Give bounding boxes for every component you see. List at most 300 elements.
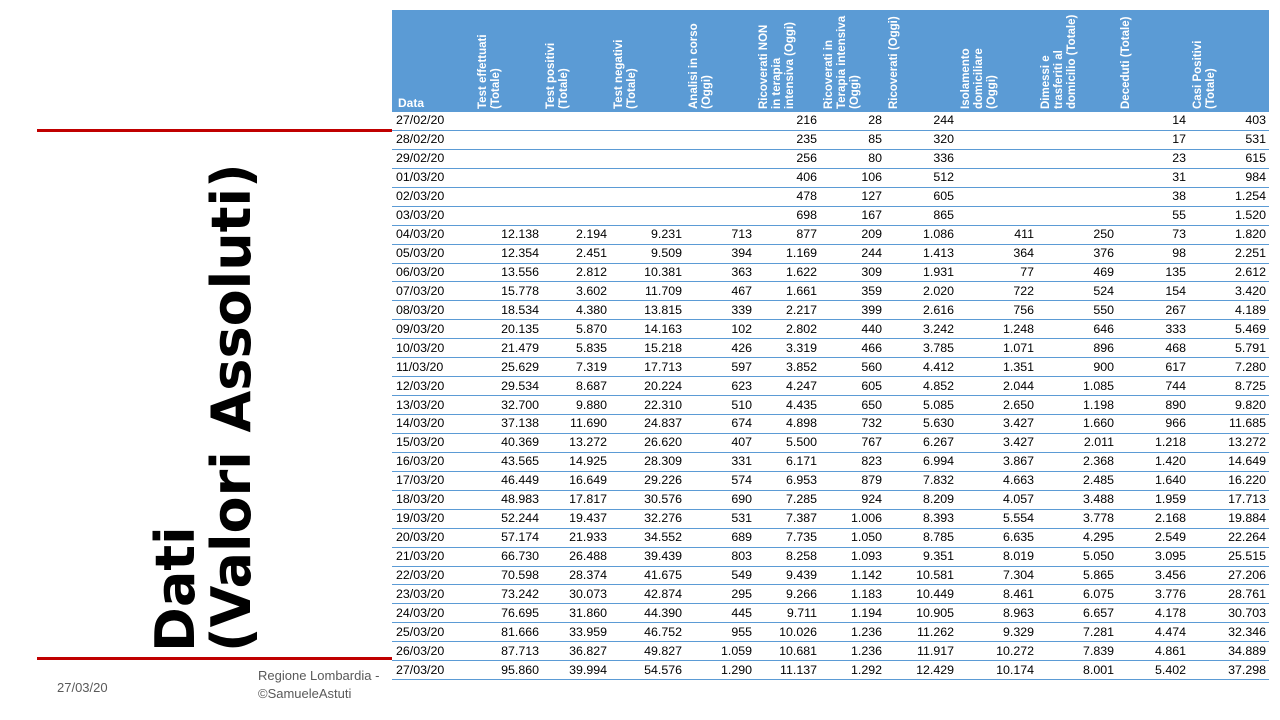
table-cell: 1.248 bbox=[957, 320, 1037, 339]
table-cell: 135 bbox=[1117, 263, 1189, 282]
table-cell: 8.687 bbox=[542, 377, 610, 396]
table-cell: 95.860 bbox=[474, 661, 542, 680]
table-cell: 394 bbox=[685, 244, 755, 263]
table-row bbox=[392, 377, 1269, 396]
table-cell: 73 bbox=[1117, 225, 1189, 244]
table-cell: 22.264 bbox=[1189, 528, 1269, 547]
table-cell: 646 bbox=[1037, 320, 1117, 339]
table-row bbox=[392, 187, 1269, 206]
column-header-label: Casi Positivi (Totale) bbox=[1192, 40, 1217, 109]
footer-source-line1: Regione Lombardia - bbox=[258, 668, 380, 683]
table-cell: 7.281 bbox=[1037, 623, 1117, 642]
table-cell: 37.298 bbox=[1189, 661, 1269, 680]
table-cell: 4.412 bbox=[885, 358, 957, 377]
table-cell: 512 bbox=[885, 168, 957, 187]
table-cell: 5.791 bbox=[1189, 339, 1269, 358]
table-cell: 9.509 bbox=[610, 244, 685, 263]
table-cell: 244 bbox=[820, 244, 885, 263]
table-cell: 10.449 bbox=[885, 585, 957, 604]
slide-title-line1: Dati bbox=[144, 526, 207, 652]
table-cell-date: 01/03/20 bbox=[392, 168, 474, 187]
table-cell-date: 29/02/20 bbox=[392, 149, 474, 168]
data-table bbox=[392, 10, 1269, 680]
table-cell: 28.761 bbox=[1189, 585, 1269, 604]
table-cell: 8.461 bbox=[957, 585, 1037, 604]
table-cell: 689 bbox=[685, 528, 755, 547]
table-cell-date: 19/03/20 bbox=[392, 509, 474, 528]
table-cell: 7.387 bbox=[755, 509, 820, 528]
table-cell: 26.620 bbox=[610, 433, 685, 452]
table-cell: 1.236 bbox=[820, 623, 885, 642]
column-header bbox=[1117, 10, 1189, 112]
table-cell bbox=[957, 206, 1037, 225]
table-cell bbox=[542, 149, 610, 168]
table-cell: 8.725 bbox=[1189, 377, 1269, 396]
table-cell: 1.820 bbox=[1189, 225, 1269, 244]
table-cell: 5.630 bbox=[885, 415, 957, 434]
table-cell: 823 bbox=[820, 452, 885, 471]
table-cell: 21.479 bbox=[474, 339, 542, 358]
table-cell-date: 20/03/20 bbox=[392, 528, 474, 547]
table-cell: 5.402 bbox=[1117, 661, 1189, 680]
table-cell: 617 bbox=[1117, 358, 1189, 377]
table-cell: 28.374 bbox=[542, 566, 610, 585]
table-cell: 10.026 bbox=[755, 623, 820, 642]
table-cell bbox=[542, 187, 610, 206]
table-cell: 127 bbox=[820, 187, 885, 206]
table-cell: 4.380 bbox=[542, 301, 610, 320]
table-cell: 597 bbox=[685, 358, 755, 377]
table-cell: 1.198 bbox=[1037, 396, 1117, 415]
table-cell: 209 bbox=[820, 225, 885, 244]
table-cell bbox=[610, 149, 685, 168]
column-header-label: Ricoverati in Terapia intensiva (Oggi) bbox=[823, 15, 861, 109]
table-cell-date: 14/03/20 bbox=[392, 415, 474, 434]
table-cell: 10.381 bbox=[610, 263, 685, 282]
table-cell-date: 13/03/20 bbox=[392, 396, 474, 415]
table-cell: 20.224 bbox=[610, 377, 685, 396]
table-cell-date: 23/03/20 bbox=[392, 585, 474, 604]
table-cell: 469 bbox=[1037, 263, 1117, 282]
table-cell: 445 bbox=[685, 604, 755, 623]
table-cell: 24.837 bbox=[610, 415, 685, 434]
footer-source bbox=[258, 667, 379, 703]
table-cell: 1.290 bbox=[685, 661, 755, 680]
table-cell bbox=[474, 168, 542, 187]
column-header-label: Dimessi e trasferiti al domicilio (Totale) bbox=[1040, 14, 1078, 109]
table-cell: 19.437 bbox=[542, 509, 610, 528]
column-header bbox=[1037, 10, 1117, 112]
table-cell: 14.163 bbox=[610, 320, 685, 339]
table-cell: 722 bbox=[957, 282, 1037, 301]
column-header-label: Deceduti (Totale) bbox=[1120, 16, 1132, 109]
table-cell: 7.832 bbox=[885, 471, 957, 490]
table-cell: 879 bbox=[820, 471, 885, 490]
table-cell-date: 04/03/20 bbox=[392, 225, 474, 244]
table-cell: 732 bbox=[820, 415, 885, 434]
table-cell: 73.242 bbox=[474, 585, 542, 604]
table-cell: 12.138 bbox=[474, 225, 542, 244]
table-row bbox=[392, 339, 1269, 358]
table-cell: 8.209 bbox=[885, 490, 957, 509]
table-cell: 244 bbox=[885, 112, 957, 130]
table-cell: 77 bbox=[957, 263, 1037, 282]
table-cell-date: 25/03/20 bbox=[392, 623, 474, 642]
table-cell: 605 bbox=[885, 187, 957, 206]
table-cell: 426 bbox=[685, 339, 755, 358]
table-row bbox=[392, 263, 1269, 282]
data-table-container bbox=[392, 10, 1269, 680]
table-cell: 26.488 bbox=[542, 547, 610, 566]
table-cell: 36.827 bbox=[542, 642, 610, 661]
table-cell: 9.351 bbox=[885, 547, 957, 566]
table-cell-date: 09/03/20 bbox=[392, 320, 474, 339]
table-cell: 3.427 bbox=[957, 433, 1037, 452]
table-cell: 25.515 bbox=[1189, 547, 1269, 566]
table-cell: 1.931 bbox=[885, 263, 957, 282]
table-cell: 11.262 bbox=[885, 623, 957, 642]
table-cell bbox=[542, 112, 610, 130]
table-cell-date: 28/02/20 bbox=[392, 130, 474, 149]
table-cell: 11.917 bbox=[885, 642, 957, 661]
table-cell: 7.839 bbox=[1037, 642, 1117, 661]
table-cell: 34.552 bbox=[610, 528, 685, 547]
table-cell: 744 bbox=[1117, 377, 1189, 396]
table-cell bbox=[1037, 206, 1117, 225]
table-row bbox=[392, 585, 1269, 604]
table-cell: 3.602 bbox=[542, 282, 610, 301]
table-cell: 10.272 bbox=[957, 642, 1037, 661]
table-cell: 1.093 bbox=[820, 547, 885, 566]
table-cell: 3.776 bbox=[1117, 585, 1189, 604]
column-header bbox=[610, 10, 685, 112]
table-cell: 106 bbox=[820, 168, 885, 187]
table-cell: 6.994 bbox=[885, 452, 957, 471]
table-cell-date: 15/03/20 bbox=[392, 433, 474, 452]
top-divider bbox=[37, 129, 397, 132]
table-cell bbox=[610, 130, 685, 149]
table-cell: 85 bbox=[820, 130, 885, 149]
table-cell-date: 08/03/20 bbox=[392, 301, 474, 320]
table-cell: 2.650 bbox=[957, 396, 1037, 415]
table-cell: 4.295 bbox=[1037, 528, 1117, 547]
table-row bbox=[392, 433, 1269, 452]
table-cell: 15.778 bbox=[474, 282, 542, 301]
table-cell: 7.319 bbox=[542, 358, 610, 377]
table-cell: 339 bbox=[685, 301, 755, 320]
table-cell: 560 bbox=[820, 358, 885, 377]
table-cell: 3.867 bbox=[957, 452, 1037, 471]
table-cell: 55 bbox=[1117, 206, 1189, 225]
table-cell: 28.309 bbox=[610, 452, 685, 471]
table-cell: 54.576 bbox=[610, 661, 685, 680]
table-cell: 21.933 bbox=[542, 528, 610, 547]
table-cell: 1.059 bbox=[685, 642, 755, 661]
table-row bbox=[392, 112, 1269, 130]
table-cell bbox=[685, 168, 755, 187]
table-cell: 8.963 bbox=[957, 604, 1037, 623]
table-cell-date: 22/03/20 bbox=[392, 566, 474, 585]
table-cell: 81.666 bbox=[474, 623, 542, 642]
table-row bbox=[392, 282, 1269, 301]
table-cell: 890 bbox=[1117, 396, 1189, 415]
table-row bbox=[392, 623, 1269, 642]
table-cell: 66.730 bbox=[474, 547, 542, 566]
table-cell: 32.700 bbox=[474, 396, 542, 415]
table-cell: 38 bbox=[1117, 187, 1189, 206]
table-cell: 2.812 bbox=[542, 263, 610, 282]
table-cell bbox=[474, 187, 542, 206]
table-cell: 8.785 bbox=[885, 528, 957, 547]
column-header bbox=[542, 10, 610, 112]
table-cell: 605 bbox=[820, 377, 885, 396]
table-row bbox=[392, 149, 1269, 168]
table-cell: 6.267 bbox=[885, 433, 957, 452]
table-cell: 1.622 bbox=[755, 263, 820, 282]
column-header bbox=[755, 10, 820, 112]
table-cell: 216 bbox=[755, 112, 820, 130]
table-cell bbox=[610, 112, 685, 130]
table-cell-date: 18/03/20 bbox=[392, 490, 474, 509]
table-cell: 467 bbox=[685, 282, 755, 301]
table-cell: 6.635 bbox=[957, 528, 1037, 547]
table-row bbox=[392, 642, 1269, 661]
table-cell: 2.044 bbox=[957, 377, 1037, 396]
table-cell: 25.629 bbox=[474, 358, 542, 377]
table-cell: 2.612 bbox=[1189, 263, 1269, 282]
table-cell: 5.050 bbox=[1037, 547, 1117, 566]
table-row bbox=[392, 415, 1269, 434]
table-cell: 1.071 bbox=[957, 339, 1037, 358]
table-row bbox=[392, 244, 1269, 263]
table-cell: 1.661 bbox=[755, 282, 820, 301]
table-cell: 13.272 bbox=[1189, 433, 1269, 452]
table-cell: 3.095 bbox=[1117, 547, 1189, 566]
table-cell: 5.870 bbox=[542, 320, 610, 339]
table-row bbox=[392, 661, 1269, 680]
table-cell: 29.534 bbox=[474, 377, 542, 396]
table-cell: 411 bbox=[957, 225, 1037, 244]
table-cell: 13.556 bbox=[474, 263, 542, 282]
table-cell: 2.217 bbox=[755, 301, 820, 320]
table-cell: 9.820 bbox=[1189, 396, 1269, 415]
table-cell: 4.852 bbox=[885, 377, 957, 396]
table-cell bbox=[610, 168, 685, 187]
table-cell-date: 16/03/20 bbox=[392, 452, 474, 471]
table-cell: 4.178 bbox=[1117, 604, 1189, 623]
table-row bbox=[392, 509, 1269, 528]
table-cell: 1.218 bbox=[1117, 433, 1189, 452]
table-cell bbox=[685, 130, 755, 149]
table-cell-date: 12/03/20 bbox=[392, 377, 474, 396]
table-cell: 5.554 bbox=[957, 509, 1037, 528]
table-cell: 87.713 bbox=[474, 642, 542, 661]
table-cell: 1.520 bbox=[1189, 206, 1269, 225]
table-cell: 154 bbox=[1117, 282, 1189, 301]
column-header-label: Isolamento domiciliare (Oggi) bbox=[960, 48, 998, 109]
table-cell: 4.861 bbox=[1117, 642, 1189, 661]
table-cell: 900 bbox=[1037, 358, 1117, 377]
table-cell: 39.994 bbox=[542, 661, 610, 680]
table-cell: 399 bbox=[820, 301, 885, 320]
table-cell: 12.354 bbox=[474, 244, 542, 263]
table-cell: 407 bbox=[685, 433, 755, 452]
table-row bbox=[392, 206, 1269, 225]
table-cell: 4.189 bbox=[1189, 301, 1269, 320]
table-cell: 10.681 bbox=[755, 642, 820, 661]
table-cell: 16.220 bbox=[1189, 471, 1269, 490]
table-cell: 31 bbox=[1117, 168, 1189, 187]
column-header bbox=[885, 10, 957, 112]
table-cell bbox=[685, 206, 755, 225]
table-cell: 7.304 bbox=[957, 566, 1037, 585]
column-header bbox=[474, 10, 542, 112]
table-cell: 2.168 bbox=[1117, 509, 1189, 528]
table-cell: 17.713 bbox=[610, 358, 685, 377]
table-cell-date: 05/03/20 bbox=[392, 244, 474, 263]
table-cell: 4.247 bbox=[755, 377, 820, 396]
table-cell: 8.258 bbox=[755, 547, 820, 566]
table-cell bbox=[1037, 112, 1117, 130]
table-cell: 549 bbox=[685, 566, 755, 585]
table-cell: 40.369 bbox=[474, 433, 542, 452]
table-cell: 966 bbox=[1117, 415, 1189, 434]
table-cell: 28 bbox=[820, 112, 885, 130]
table-header-row bbox=[392, 10, 1269, 112]
table-row bbox=[392, 301, 1269, 320]
table-cell: 2.485 bbox=[1037, 471, 1117, 490]
table-cell: 1.142 bbox=[820, 566, 885, 585]
table-cell: 2.251 bbox=[1189, 244, 1269, 263]
table-cell: 250 bbox=[1037, 225, 1117, 244]
table-cell: 924 bbox=[820, 490, 885, 509]
table-cell-date: 10/03/20 bbox=[392, 339, 474, 358]
table-cell: 955 bbox=[685, 623, 755, 642]
table-cell bbox=[957, 112, 1037, 130]
table-cell: 27.206 bbox=[1189, 566, 1269, 585]
table-cell: 359 bbox=[820, 282, 885, 301]
table-cell: 3.420 bbox=[1189, 282, 1269, 301]
table-cell: 32.346 bbox=[1189, 623, 1269, 642]
table-cell: 4.057 bbox=[957, 490, 1037, 509]
table-cell-date: 26/03/20 bbox=[392, 642, 474, 661]
table-cell bbox=[685, 149, 755, 168]
table-cell bbox=[1037, 130, 1117, 149]
table-cell: 7.735 bbox=[755, 528, 820, 547]
table-cell: 80 bbox=[820, 149, 885, 168]
table-cell bbox=[474, 112, 542, 130]
table-cell: 4.474 bbox=[1117, 623, 1189, 642]
table-cell: 5.500 bbox=[755, 433, 820, 452]
table-cell bbox=[957, 149, 1037, 168]
table-cell: 984 bbox=[1189, 168, 1269, 187]
column-header-label: Ricoverati NON in terapia intensiva (Oggi) bbox=[758, 22, 796, 109]
table-cell bbox=[1037, 187, 1117, 206]
table-cell: 2.194 bbox=[542, 225, 610, 244]
table-cell: 44.390 bbox=[610, 604, 685, 623]
table-cell bbox=[685, 112, 755, 130]
slide-title-line2: (Valori Assoluti) bbox=[200, 163, 263, 652]
table-cell: 13.815 bbox=[610, 301, 685, 320]
table-row bbox=[392, 396, 1269, 415]
table-cell: 20.135 bbox=[474, 320, 542, 339]
table-cell: 10.905 bbox=[885, 604, 957, 623]
table-cell: 623 bbox=[685, 377, 755, 396]
table-cell: 46.449 bbox=[474, 471, 542, 490]
table-cell-date: 06/03/20 bbox=[392, 263, 474, 282]
footer-source-line2: ©SamueleAstuti bbox=[258, 686, 352, 701]
table-cell: 331 bbox=[685, 452, 755, 471]
table-cell: 5.469 bbox=[1189, 320, 1269, 339]
table-cell: 3.427 bbox=[957, 415, 1037, 434]
column-header-label: Analisi in corso (Oggi) bbox=[688, 23, 713, 109]
table-cell: 14.649 bbox=[1189, 452, 1269, 471]
table-cell: 48.983 bbox=[474, 490, 542, 509]
table-cell: 1.086 bbox=[885, 225, 957, 244]
table-row bbox=[392, 358, 1269, 377]
table-cell: 14.925 bbox=[542, 452, 610, 471]
table-cell: 756 bbox=[957, 301, 1037, 320]
table-cell: 4.898 bbox=[755, 415, 820, 434]
table-cell: 52.244 bbox=[474, 509, 542, 528]
table-cell: 690 bbox=[685, 490, 755, 509]
table-cell: 376 bbox=[1037, 244, 1117, 263]
table-cell: 37.138 bbox=[474, 415, 542, 434]
table-cell: 1.420 bbox=[1117, 452, 1189, 471]
table-cell: 3.852 bbox=[755, 358, 820, 377]
table-cell bbox=[1037, 149, 1117, 168]
table-cell: 5.865 bbox=[1037, 566, 1117, 585]
table-cell: 615 bbox=[1189, 149, 1269, 168]
table-cell: 406 bbox=[755, 168, 820, 187]
table-cell bbox=[542, 206, 610, 225]
table-cell: 877 bbox=[755, 225, 820, 244]
table-cell: 1.413 bbox=[885, 244, 957, 263]
table-cell: 8.019 bbox=[957, 547, 1037, 566]
table-cell-date: 17/03/20 bbox=[392, 471, 474, 490]
table-cell: 713 bbox=[685, 225, 755, 244]
table-cell-date: 07/03/20 bbox=[392, 282, 474, 301]
table-cell: 1.640 bbox=[1117, 471, 1189, 490]
table-cell bbox=[610, 206, 685, 225]
table-cell: 15.218 bbox=[610, 339, 685, 358]
table-cell: 3.785 bbox=[885, 339, 957, 358]
table-cell: 1.959 bbox=[1117, 490, 1189, 509]
column-header-date: Data bbox=[392, 10, 474, 112]
table-cell: 9.266 bbox=[755, 585, 820, 604]
table-cell: 3.242 bbox=[885, 320, 957, 339]
table-cell: 8.001 bbox=[1037, 661, 1117, 680]
table-cell: 403 bbox=[1189, 112, 1269, 130]
table-cell: 22.310 bbox=[610, 396, 685, 415]
table-row bbox=[392, 547, 1269, 566]
table-row bbox=[392, 225, 1269, 244]
column-header bbox=[685, 10, 755, 112]
table-row bbox=[392, 604, 1269, 623]
column-header-label: Test effettuati (Totale) bbox=[477, 34, 502, 109]
table-cell: 23 bbox=[1117, 149, 1189, 168]
table-cell: 2.011 bbox=[1037, 433, 1117, 452]
table-cell: 19.884 bbox=[1189, 509, 1269, 528]
table-cell: 295 bbox=[685, 585, 755, 604]
table-cell: 2.020 bbox=[885, 282, 957, 301]
table-row bbox=[392, 566, 1269, 585]
table-cell: 3.778 bbox=[1037, 509, 1117, 528]
table-cell: 17 bbox=[1117, 130, 1189, 149]
bottom-divider bbox=[37, 657, 397, 660]
table-cell: 70.598 bbox=[474, 566, 542, 585]
table-cell: 2.368 bbox=[1037, 452, 1117, 471]
